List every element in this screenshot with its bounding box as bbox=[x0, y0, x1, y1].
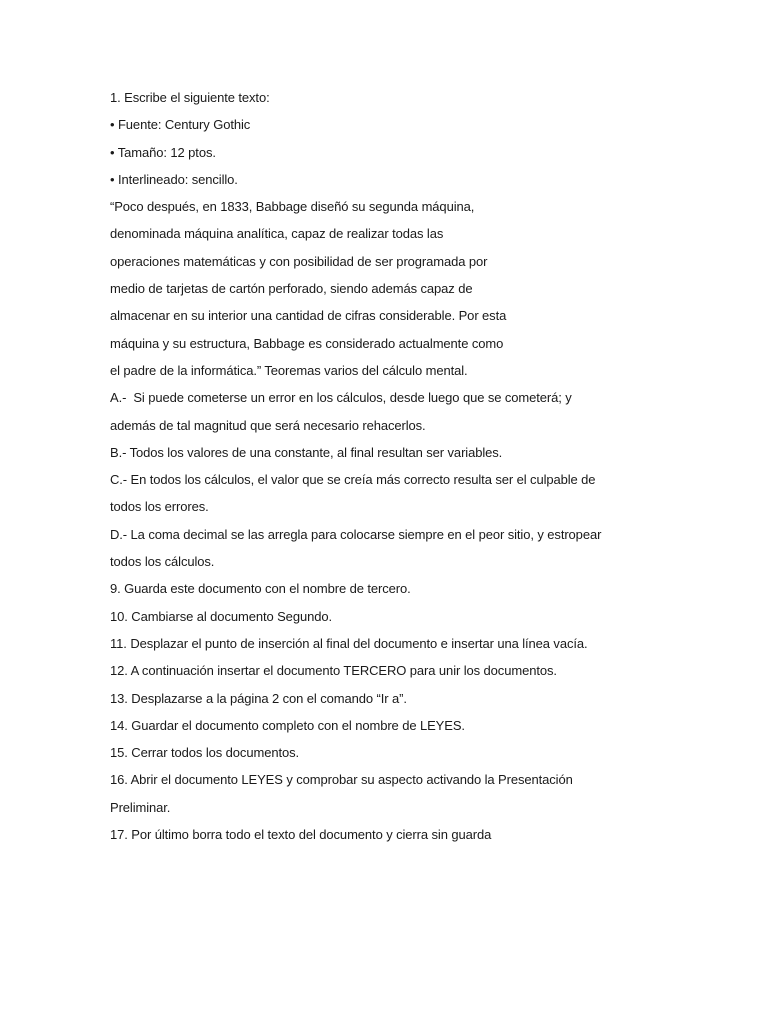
quote-line: almacenar en su interior una cantidad de cifras considerable. Por esta bbox=[110, 308, 507, 324]
instruction-line: 10. Cambiarse al documento Segundo. bbox=[110, 608, 332, 624]
theorem-line: B.- Todos los valores de una constante, al final resultan ser variables. bbox=[110, 444, 503, 460]
quote-line: “Poco después, en 1833, Babbage diseñó su segunda máquina, bbox=[110, 199, 475, 215]
instruction-line: 15. Cerrar todos los documentos. bbox=[110, 745, 300, 761]
instruction-line: 16. Abrir el documento LEYES y comprobar su aspecto activando la Presentación bbox=[110, 772, 573, 788]
bullet-line: • Tamaño: 12 ptos. bbox=[110, 144, 216, 160]
instruction-line: 9. Guarda este documento con el nombre de tercero. bbox=[110, 581, 411, 597]
document-body bbox=[110, 84, 650, 848]
theorem-line: todos los errores. bbox=[110, 499, 209, 515]
quote-line: medio de tarjetas de cartón perforado, siendo además capaz de bbox=[110, 281, 473, 297]
instruction-line: 17. Por último borra todo el texto del documento y cierra sin guarda bbox=[110, 827, 492, 843]
instruction-line: 14. Guardar el documento completo con el nombre de LEYES. bbox=[110, 717, 465, 733]
theorem-line: A.- Si puede cometerse un error en los cálculos, desde luego que se cometerá; y bbox=[110, 390, 572, 406]
quote-line: denominada máquina analítica, capaz de realizar todas las bbox=[110, 226, 444, 242]
theorem-line: además de tal magnitud que será necesario rehacerlos. bbox=[110, 417, 426, 433]
bullet-line: • Interlineado: sencillo. bbox=[110, 171, 238, 187]
theorem-line: todos los cálculos. bbox=[110, 554, 215, 570]
quote-line: operaciones matemáticas y con posibilidad de ser programada por bbox=[110, 253, 488, 269]
instruction-line: 1. Escribe el siguiente texto: bbox=[110, 90, 270, 105]
instruction-line: 11. Desplazar el punto de inserción al final del documento e insertar una línea vacía. bbox=[110, 635, 588, 651]
bullet-line: • Fuente: Century Gothic bbox=[110, 117, 251, 133]
quote-line: el padre de la informática.” Teoremas varios del cálculo mental. bbox=[110, 362, 468, 378]
theorem-line: C.- En todos los cálculos, el valor que se creía más correcto resulta ser el culpable de bbox=[110, 472, 596, 488]
instruction-line: 12. A continuación insertar el documento TERCERO para unir los documentos. bbox=[110, 663, 557, 679]
theorem-line: D.- La coma decimal se las arregla para colocarse siempre en el peor sitio, y estropear bbox=[110, 526, 602, 542]
quote-line: máquina y su estructura, Babbage es considerado actualmente como bbox=[110, 335, 504, 351]
instruction-line: Preliminar. bbox=[110, 799, 171, 815]
instruction-line: 13. Desplazarse a la página 2 con el comando “Ir a”. bbox=[110, 690, 407, 706]
